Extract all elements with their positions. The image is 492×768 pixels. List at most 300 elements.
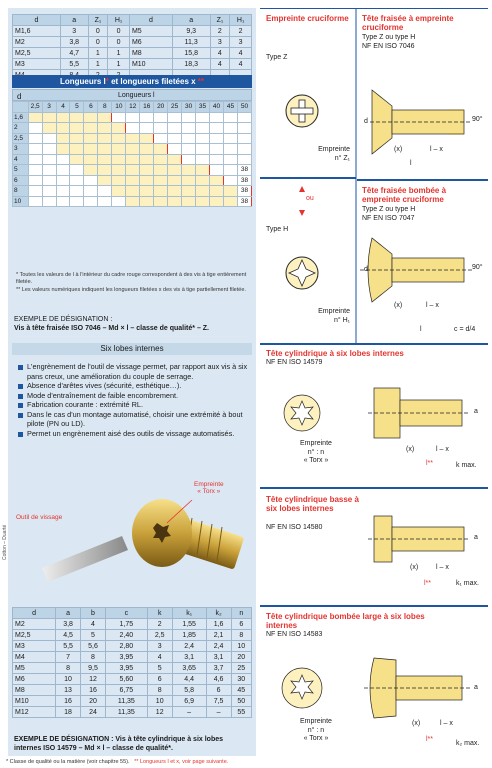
grid-cell [154, 144, 168, 155]
grid-cell [56, 186, 70, 197]
table1-header: d [129, 15, 172, 26]
table-cell: 3,8 [56, 619, 81, 630]
section-torx-low-norm: NF EN ISO 14580 [266, 524, 323, 531]
table-cell: 30 [231, 674, 251, 685]
grid-cell [84, 175, 98, 186]
photo-credit: Cotton – Duarté [2, 524, 8, 560]
empreinte-torx-1: Empreinte n° : n « Torx » [300, 440, 332, 464]
table-cell: – [172, 707, 206, 718]
grid-cell [168, 165, 182, 176]
table2-header: a [56, 608, 81, 619]
grid-cell [126, 133, 140, 144]
table-cell: 20 [81, 696, 106, 707]
grid-length-header: 16 [140, 102, 154, 113]
table-cell: 1 [88, 48, 108, 59]
table-cell: 7,5 [206, 696, 231, 707]
section-countersunk-title: Tête fraisée à empreinte cruciforme [362, 14, 454, 32]
cross-recess-z [286, 95, 318, 127]
grid-corner [13, 102, 29, 113]
grid-cell [42, 112, 56, 123]
note-1: * Toutes les valeurs de l à l'intérieur du cadre rouge correspondent à des vis à tige entièrement filetée. [16, 272, 247, 285]
table-row [13, 59, 252, 70]
grid-cell [168, 175, 182, 186]
grid-cell [70, 112, 84, 123]
table-cell: M10 [129, 59, 172, 70]
table-row [13, 652, 252, 663]
table-cell: 3 [210, 37, 230, 48]
grid-cell [168, 154, 182, 165]
dim-c-2: c = d/4 [454, 326, 476, 333]
table-cell: 10 [231, 641, 251, 652]
grid-cell: 38 [237, 175, 251, 186]
grid-cell [112, 144, 126, 155]
dimensions-table-cross [12, 14, 252, 81]
grid-cell [126, 112, 140, 123]
grid-cell [56, 154, 70, 165]
dim-x-4: (x) [410, 564, 419, 571]
table-cell: 2,80 [105, 641, 147, 652]
grid-cell [154, 196, 168, 207]
grid-row [13, 165, 252, 176]
type-h-label: Type H [266, 226, 289, 233]
grid-cell [126, 165, 140, 176]
grid-cell [196, 165, 210, 176]
grid-cell [98, 186, 112, 197]
grid-cell [84, 112, 98, 123]
table-cell: 45 [231, 685, 251, 696]
table-cell: 1 [88, 59, 108, 70]
section-torx-large-title: Tête cylindrique bombée large à six lobes internes [266, 612, 425, 630]
grid-cell [28, 133, 42, 144]
table-cell: M2,5 [13, 48, 61, 59]
torx-head-1 [284, 388, 470, 438]
table-cell: 0 [108, 26, 130, 37]
lengths-band: Longueurs l* et longueurs filetées x ** [12, 75, 252, 88]
grid-row [13, 123, 252, 134]
grid-cell [223, 133, 237, 144]
table-row [13, 663, 252, 674]
table-cell: M5 [13, 663, 56, 674]
left-column [2, 8, 256, 756]
grid-length-header: 50 [237, 102, 251, 113]
table-cell: 11,35 [105, 707, 147, 718]
type-z-label: Type Z [266, 54, 288, 61]
grid-row [13, 186, 252, 197]
table-cell: 25 [231, 663, 251, 674]
grid-cell [126, 123, 140, 134]
table-cell: 8 [56, 663, 81, 674]
grid-diam-header: 2 [13, 123, 29, 134]
grid-length-header: 12 [126, 102, 140, 113]
grid-cell [223, 112, 237, 123]
grid-cell [112, 123, 126, 134]
grid-cell [210, 196, 224, 207]
grid-row [13, 196, 252, 207]
table-cell: 9,5 [81, 663, 106, 674]
table-cell: 5,6 [81, 641, 106, 652]
table-cell: 5,60 [105, 674, 147, 685]
table-cell: 5 [147, 663, 172, 674]
table-cell: 10 [56, 674, 81, 685]
table-cell: 13 [56, 685, 81, 696]
table1-header: a [60, 15, 88, 26]
torx-screw-photo [32, 478, 252, 608]
grid-cell [237, 123, 251, 134]
grid-cell [112, 112, 126, 123]
grid-cell [70, 123, 84, 134]
table-cell: 24 [81, 707, 106, 718]
table2-header: c [105, 608, 147, 619]
grid-length-header: 3 [42, 102, 56, 113]
table-cell: 3,8 [60, 37, 88, 48]
table-cell: 15,8 [172, 48, 210, 59]
section-torx-low-title: Tête cylindrique basse à six lobes internes [266, 495, 359, 513]
grid-cell [182, 165, 196, 176]
dim-lx-5: l – x [440, 720, 453, 727]
grid-length-header: 4 [56, 102, 70, 113]
table-cell: 3 [147, 641, 172, 652]
table-cell: 5 [81, 630, 106, 641]
table1-header: Z₁ [210, 15, 230, 26]
dim-a-5: a [474, 684, 478, 691]
grid-length-header: 35 [196, 102, 210, 113]
table-cell: 1,75 [105, 619, 147, 630]
table-row [13, 685, 252, 696]
grid-cell [140, 175, 154, 186]
section-raised-norm: NF EN ISO 7047 [362, 215, 415, 222]
grid-cell [98, 175, 112, 186]
grid-length-header: 20 [154, 102, 168, 113]
section-raised-title: Tête fraisée bombée à empreinte cruciforme [362, 186, 447, 204]
table-row [13, 630, 252, 641]
photo-tool-label: Outil de vissage [16, 514, 63, 521]
grid-cell [196, 144, 210, 155]
cross-recess-title: Empreinte cruciforme [266, 14, 349, 23]
grid-cell [210, 133, 224, 144]
grid-cell [223, 165, 237, 176]
grid-length-header: 40 [210, 102, 224, 113]
grid-cell [154, 112, 168, 123]
grid-cell [182, 144, 196, 155]
grid-cell [168, 186, 182, 197]
table-cell: 2 [147, 619, 172, 630]
table-cell: 0 [88, 26, 108, 37]
grid-cell [28, 123, 42, 134]
table-cell: 11,35 [105, 696, 147, 707]
grid-cell [42, 154, 56, 165]
table-row [13, 48, 252, 59]
dim-a-4: a [474, 534, 478, 541]
table-cell: 16 [81, 685, 106, 696]
grid-cell [98, 154, 112, 165]
grid-cell [196, 175, 210, 186]
grid-cell [42, 175, 56, 186]
table-cell: 6 [231, 619, 251, 630]
table-cell: 5,8 [172, 685, 206, 696]
grid-cell [237, 112, 251, 123]
table-cell: 50 [231, 696, 251, 707]
grid-cell [223, 154, 237, 165]
grid-cell [112, 154, 126, 165]
grid-diam-header: 6 [13, 175, 29, 186]
grid-cell [196, 186, 210, 197]
table-cell: 6 [206, 685, 231, 696]
grid-cell [140, 144, 154, 155]
table-cell: 3,65 [172, 663, 206, 674]
grid-length-header: 5 [70, 102, 84, 113]
empreinte-torx-2: Empreinte n° : n « Torx » [300, 718, 332, 742]
grid-cell [84, 196, 98, 207]
grid-row [13, 154, 252, 165]
table-cell: 3 [60, 26, 88, 37]
table-cell: 3,7 [206, 663, 231, 674]
table-cell: M2 [13, 619, 56, 630]
grid-cell [182, 133, 196, 144]
table-cell: 8 [231, 630, 251, 641]
dim-x-5: (x) [412, 720, 421, 727]
table-cell: 1,85 [172, 630, 206, 641]
section-torx-large-norm: NF EN ISO 14583 [266, 631, 323, 638]
grid-length-header: 6 [84, 102, 98, 113]
grid-diam-header: 10 [13, 196, 29, 207]
table-cell: 4 [210, 48, 230, 59]
bullet-item: Permet un engrènement aisé des outils de vissage automatisés. [18, 429, 250, 439]
grid-cell [112, 175, 126, 186]
grid-cell [56, 123, 70, 134]
grid-cell [70, 133, 84, 144]
grid-cell [237, 144, 251, 155]
table-cell: 4 [81, 619, 106, 630]
section-countersunk-sub: Type Z ou type H [362, 34, 416, 41]
table-cell: 7 [56, 652, 81, 663]
grid-cell [140, 133, 154, 144]
table-cell: 10 [147, 696, 172, 707]
grid-cell [112, 165, 126, 176]
grid-cell [182, 123, 196, 134]
table-cell: 1 [108, 48, 130, 59]
grid-cell [42, 196, 56, 207]
table-cell: 9,3 [172, 26, 210, 37]
table-row [13, 674, 252, 685]
grid-diam-header: 1,6 [13, 112, 29, 123]
dim-l-3: l** [426, 460, 434, 467]
table-cell: 4,4 [172, 674, 206, 685]
table-row [13, 26, 252, 37]
grid-cell [196, 133, 210, 144]
table-cell: 2,5 [147, 630, 172, 641]
table-cell: 2 [230, 26, 252, 37]
grid-cell [154, 175, 168, 186]
photo-empreinte-label: Empreinte « Torx » [194, 481, 224, 495]
grid-cell [84, 186, 98, 197]
table-row [13, 707, 252, 718]
dim-x-3: (x) [406, 446, 415, 453]
dim-d-1: d [364, 118, 368, 125]
grid-length-header: 45 [223, 102, 237, 113]
grid-cell [196, 196, 210, 207]
example-1: EXEMPLE DE DÉSIGNATION : Vis à tête fraisée ISO 7046 – Md × l – classe de qualité* – Z. [14, 316, 209, 332]
table-cell: M8 [13, 685, 56, 696]
empreinte-z: Empreinte n° Z₁ [318, 146, 350, 162]
table2-header: k₁ [172, 608, 206, 619]
table-cell: M3 [13, 59, 61, 70]
table-cell: 1 [108, 59, 130, 70]
example-2: EXEMPLE DE DÉSIGNATION : Vis à tête cylindrique à six lobes internes ISO 14579 – Md × l – classe de qualité*. [14, 736, 224, 752]
table-cell: 20 [231, 652, 251, 663]
grid-cell [56, 133, 70, 144]
grid-cell [140, 196, 154, 207]
grid-cell [168, 144, 182, 155]
table1-header: d [13, 15, 61, 26]
table-cell: 4 [230, 48, 252, 59]
grid-cell [70, 154, 84, 165]
grid-cell [182, 175, 196, 186]
table-cell: 8 [81, 652, 106, 663]
grid-length-header: 8 [98, 102, 112, 113]
grid-cell [168, 133, 182, 144]
grid-cell [140, 165, 154, 176]
dim-lx-1: l – x [430, 146, 443, 153]
grid-cell [126, 186, 140, 197]
dim-k2max-5: k₂ max. [456, 740, 480, 747]
grid-cell [84, 144, 98, 155]
bullet-item: Absence d'arêtes vives (sécurité, esthétique…). [18, 381, 250, 391]
section-countersunk-norm: NF EN ISO 7046 [362, 43, 415, 50]
cross-recess-h [286, 257, 318, 289]
table-cell: 18,3 [172, 59, 210, 70]
table-cell: 55 [231, 707, 251, 718]
dim-90-2: 90° [472, 264, 483, 271]
table2-header: n [231, 608, 251, 619]
grid-row [13, 144, 252, 155]
grid-cell [126, 196, 140, 207]
grid-cell [70, 186, 84, 197]
empreinte-h: Empreinte n° H₁ [318, 308, 350, 324]
grid-cell [168, 112, 182, 123]
table-cell: 11,3 [172, 37, 210, 48]
right-column [260, 8, 488, 756]
dim-lx-4: l – x [436, 564, 449, 571]
lengths-header: d Longueurs l [12, 89, 252, 101]
table2-header: k [147, 608, 172, 619]
grid-cell [210, 144, 224, 155]
grid-cell [98, 165, 112, 176]
page [2, 8, 488, 756]
grid-cell [154, 186, 168, 197]
grid-cell [210, 165, 224, 176]
table-row [13, 37, 252, 48]
table2-header: b [81, 608, 106, 619]
grid-cell [223, 123, 237, 134]
sixlobe-bullets [18, 362, 250, 438]
grid-cell [182, 186, 196, 197]
grid-cell [210, 186, 224, 197]
table-cell: M6 [129, 37, 172, 48]
grid-cell [126, 144, 140, 155]
table-cell: 0 [88, 37, 108, 48]
table-cell: 2 [210, 26, 230, 37]
grid-cell [223, 196, 237, 207]
bullet-item: Mode d'entraînement de faible encombrement. [18, 391, 250, 401]
grid-cell [126, 154, 140, 165]
grid-cell [56, 175, 70, 186]
grid-diam-header: 2,5 [13, 133, 29, 144]
table1-header: a [172, 15, 210, 26]
dim-90-1: 90° [472, 116, 483, 123]
table-cell: 2,1 [206, 630, 231, 641]
grid-cell [126, 175, 140, 186]
table-cell: 6,75 [105, 685, 147, 696]
grid-cell [223, 175, 237, 186]
grid-diam-header: 4 [13, 154, 29, 165]
grid-cell [28, 144, 42, 155]
lengths-grid [12, 101, 252, 207]
dim-l-1: l [410, 160, 412, 167]
grid-cell [140, 154, 154, 165]
grid-row [13, 133, 252, 144]
table-cell: 0 [108, 37, 130, 48]
dim-l-2: l [420, 326, 422, 333]
grid-cell [210, 175, 224, 186]
grid-cell [56, 165, 70, 176]
dim-kmax-3: k max. [456, 462, 477, 469]
table-cell: M5 [129, 26, 172, 37]
grid-cell [84, 123, 98, 134]
table-cell: 4,5 [56, 630, 81, 641]
table-cell: M12 [13, 707, 56, 718]
countersunk-screw-2 [360, 238, 472, 302]
table-cell: M2 [13, 37, 61, 48]
table-row [13, 641, 252, 652]
countersunk-screw-1 [370, 90, 470, 154]
table1-header: H₁ [230, 15, 252, 26]
grid-cell [98, 144, 112, 155]
table-cell: 3,95 [105, 652, 147, 663]
table-cell: 2,40 [105, 630, 147, 641]
dim-lx-2: l – x [426, 302, 439, 309]
grid-cell [154, 123, 168, 134]
grid-cell [70, 144, 84, 155]
grid-length-header: 30 [182, 102, 196, 113]
grid-cell [182, 112, 196, 123]
grid-cell [112, 186, 126, 197]
grid-cell [196, 154, 210, 165]
grid-cell: 38 [237, 186, 251, 197]
table2-header: d [13, 608, 56, 619]
grid-cell [28, 186, 42, 197]
grid-cell [154, 154, 168, 165]
grid-cell [84, 165, 98, 176]
grid-cell [196, 112, 210, 123]
dim-x-2: (x) [394, 302, 403, 309]
grid-cell [182, 196, 196, 207]
grid-cell [28, 154, 42, 165]
section-torx-cyl-norm: NF EN ISO 14579 [266, 359, 323, 366]
grid-cell: 38 [237, 165, 251, 176]
grid-length-header: 10 [112, 102, 126, 113]
or-arrows [299, 186, 305, 216]
dim-l-4: l** [424, 580, 432, 587]
dim-d-2: d [364, 266, 368, 273]
table-cell: 1,55 [172, 619, 206, 630]
grid-cell [42, 133, 56, 144]
grid-cell [98, 123, 112, 134]
grid-cell [112, 196, 126, 207]
grid-length-header: 25 [168, 102, 182, 113]
grid-cell [28, 175, 42, 186]
table-cell: 6 [147, 674, 172, 685]
grid-cell [140, 186, 154, 197]
